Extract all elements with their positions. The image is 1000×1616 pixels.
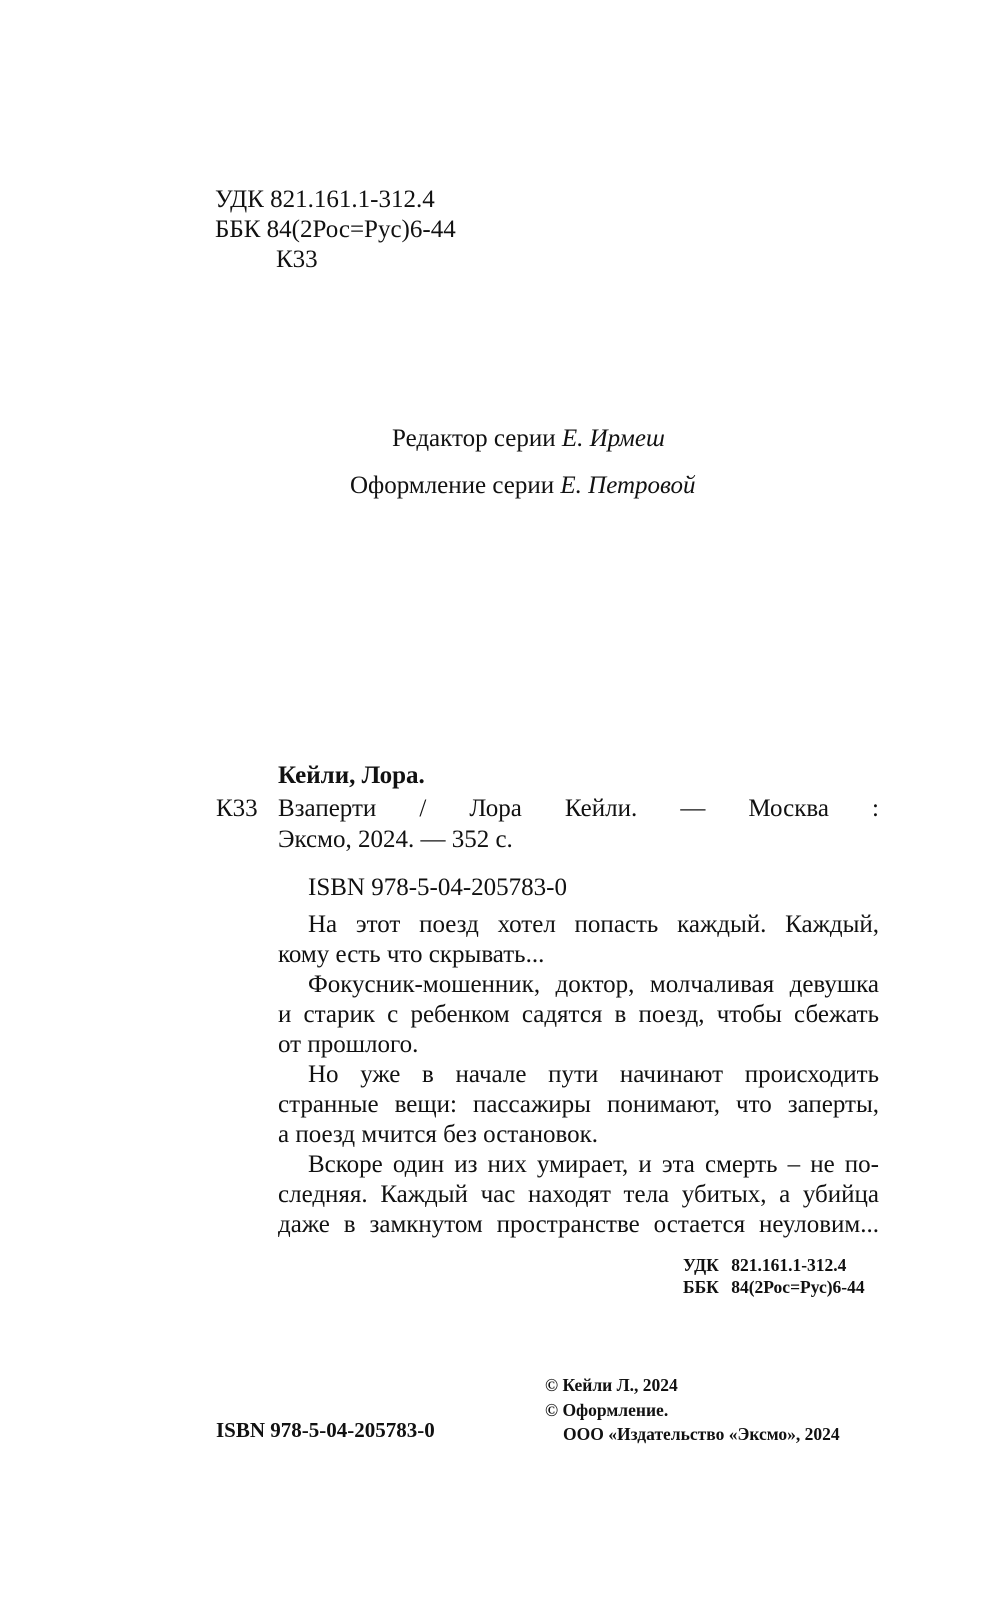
- annotation-line: Вскоре один из них умирает, и эта смерть – не по-: [308, 1151, 879, 1178]
- annotation-line: На этот поезд хотел попасть каждый. Каждый,: [308, 911, 879, 938]
- footer-bbk: [683, 1276, 865, 1298]
- udk-code: УДК 821.161.1-312.4: [215, 186, 435, 213]
- catalog-title-line-1: Взаперти / Лора Кейли. — Москва :: [278, 795, 879, 822]
- footer-bbk-label: ББК: [683, 1277, 719, 1297]
- annotation-line: Фокусник-мошенник, доктор, молчаливая девушка: [308, 971, 879, 998]
- footer-udk-value: 821.161.1-312.4: [731, 1255, 847, 1275]
- copyright-author: © Кейли Л., 2024: [545, 1375, 678, 1395]
- annotation-line: даже в замкнутом пространстве остается неуловим...: [278, 1211, 879, 1238]
- annotation-line: кому есть что скрывать...: [278, 941, 545, 968]
- catalog-author-heading: Кейли, Лора.: [278, 762, 425, 789]
- annotation-line: Но уже в начале пути начинают происходить: [308, 1061, 879, 1088]
- editor-name: Е. Ирмеш: [561, 425, 665, 452]
- copyright-design: © Оформление.: [545, 1400, 669, 1420]
- series-editor-line: [392, 425, 665, 453]
- design-name: Е. Петровой: [560, 472, 696, 499]
- author-mark: К33: [276, 246, 318, 273]
- annotation-line: а поезд мчится без остановок.: [278, 1121, 599, 1148]
- annotation-line: и старик с ребенком садятся в поезд, чтобы сбежать: [278, 1001, 879, 1028]
- editor-label: Редактор серии: [392, 425, 556, 452]
- series-design-line: [350, 472, 696, 500]
- design-label: Оформление серии: [350, 472, 555, 499]
- annotation-line: от прошлого.: [278, 1031, 419, 1058]
- copyright-publisher: ООО «Издательство «Эксмо», 2024: [563, 1424, 840, 1444]
- footer-udk-label: УДК: [683, 1255, 719, 1275]
- annotation-line: странные вещи: пассажиры понимают, что заперты,: [278, 1091, 879, 1118]
- annotation-line: следняя. Каждый час находят тела убитых, а убийца: [278, 1181, 879, 1208]
- catalog-mark: К33: [216, 795, 258, 822]
- footer-bbk-value: 84(2Рос=Рус)6-44: [731, 1277, 865, 1297]
- catalog-title-line-2: Эксмо, 2024. — 352 с.: [278, 826, 513, 853]
- annotation: [278, 911, 879, 1238]
- footer-isbn: ISBN 978-5-04-205783-0: [216, 1418, 435, 1442]
- catalog-isbn: ISBN 978-5-04-205783-0: [308, 874, 568, 901]
- bbk-code: ББК 84(2Рос=Рус)6-44: [215, 216, 456, 243]
- footer-udk: [683, 1254, 846, 1276]
